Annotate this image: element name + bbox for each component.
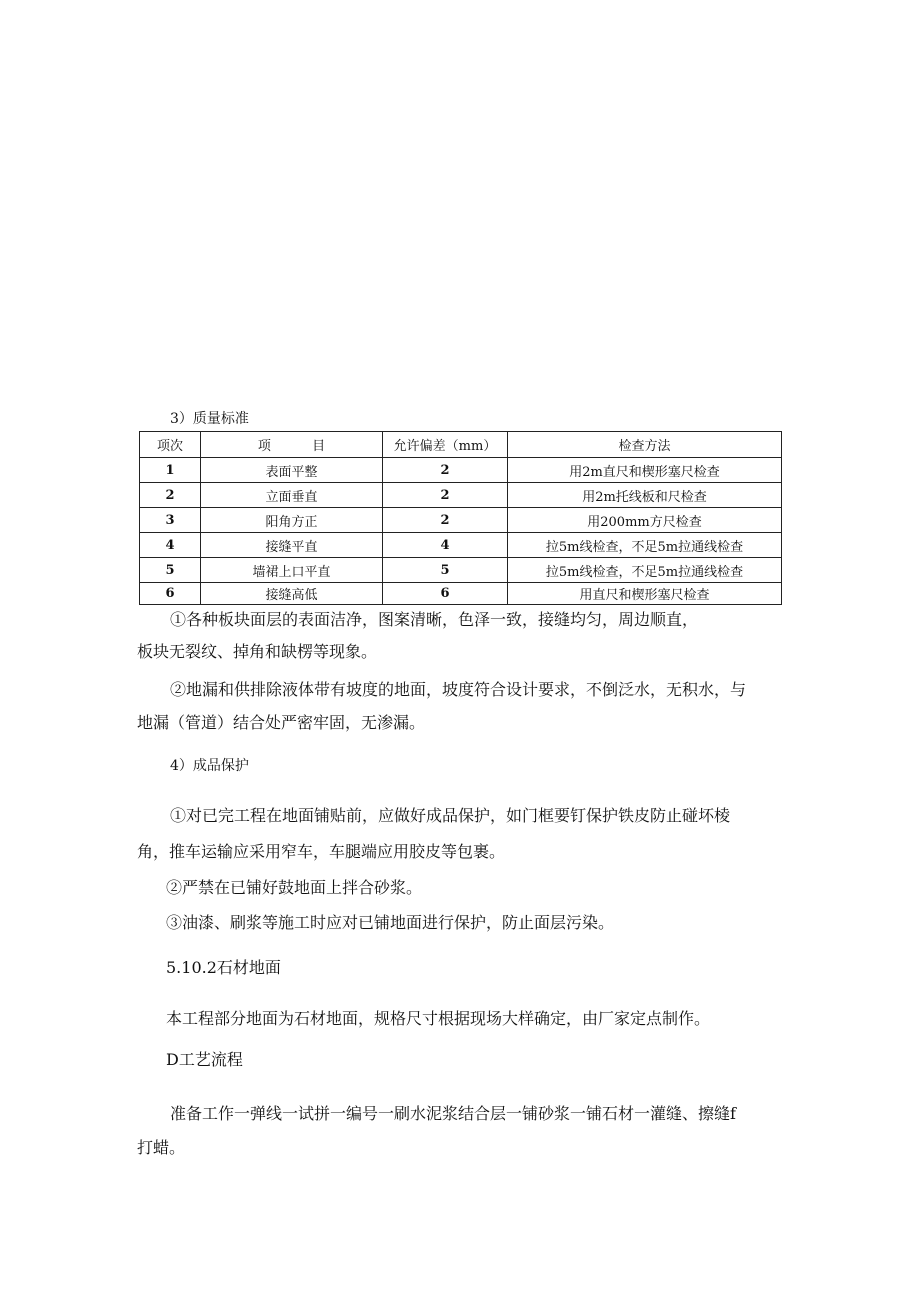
paragraph-paint-protection: ③油漆、刷浆等施工时应对已铺地面进行保护，防止面层污染。 [166,913,615,932]
row-item: 墙裙上口平直 [201,558,383,583]
paragraph-drain-slope-2: 地漏（管道）结合处严密牢固，无渗漏。 [137,713,426,732]
row-tolerance: 2 [383,508,508,533]
paragraph-stone-floor: 本工程部分地面为石材地面，规格尺寸根据现场大样确定，由厂家定点制作。 [166,1009,711,1028]
row-no: 4 [140,533,201,558]
table-row [140,483,782,508]
row-tolerance: 4 [383,533,508,558]
row-method: 用直尺和楔形塞尺检查 [508,583,782,605]
paragraph-drain-slope-1: ②地漏和供排除液体带有坡度的地面，坡度符合设计要求，不倒泛水，无积水，与 [170,680,747,699]
row-item: 立面垂直 [201,483,383,508]
row-item: 接缝高低 [201,583,383,605]
heading-process-flow: D工艺流程 [166,1050,243,1069]
table-row [140,458,782,483]
row-no: 5 [140,558,201,583]
section-title-stone-floor: 5.10.2石材地面 [166,958,281,977]
row-method: 拉5m线检查，不足5m拉通线检查 [508,558,782,583]
row-no: 6 [140,583,201,605]
row-tolerance: 6 [383,583,508,605]
row-tolerance: 2 [383,483,508,508]
table-row [140,558,782,583]
heading-quality-standard: 3）质量标准 [170,411,249,427]
col-header-item: 项 目 [201,432,383,458]
heading-finished-protection: 4）成品保护 [170,758,249,774]
paragraph-no-mixing: ②严禁在已铺好鼓地面上拌合砂浆。 [166,878,423,897]
quality-table [139,431,782,605]
paragraph-protection-2: 角，推车运输应采用窄车，车腿端应用胶皮等包裹。 [137,842,506,861]
table-row [140,533,782,558]
col-header-method: 检查方法 [508,432,782,458]
row-method: 用200mm方尺检查 [508,508,782,533]
row-method: 用2m直尺和楔形塞尺检查 [508,458,782,483]
paragraph-process-1: 准备工作一弹线一试拼一编号一刷水泥浆结合层一铺砂浆一铺石材一灌缝、擦缝f [170,1104,736,1123]
col-header-no: 项次 [140,432,201,458]
row-item: 阳角方正 [201,508,383,533]
col-header-tolerance: 允许偏差（mm） [383,432,508,458]
paragraph-protection-1: ①对已完工程在地面铺贴前，应做好成品保护，如门框要钉保护铁皮防止碰坏棱 [170,806,731,825]
row-tolerance: 5 [383,558,508,583]
table-row [140,583,782,605]
row-method: 拉5m线检查，不足5m拉通线检查 [508,533,782,558]
row-item: 表面平整 [201,458,383,483]
row-tolerance: 2 [383,458,508,483]
row-no: 3 [140,508,201,533]
row-no: 1 [140,458,201,483]
paragraph-surface-clean-2: 板块无裂纹、掉角和缺楞等现象。 [137,642,378,661]
row-method: 用2m托线板和尺检查 [508,483,782,508]
row-item: 接缝平直 [201,533,383,558]
table-row [140,508,782,533]
paragraph-surface-clean-1: ①各种板块面层的表面洁净，图案清晰，色泽一致，接缝均匀，周边顺直， [170,610,699,629]
table-header-row [140,432,782,458]
row-no: 2 [140,483,201,508]
paragraph-process-2: 打蜡。 [137,1138,186,1157]
